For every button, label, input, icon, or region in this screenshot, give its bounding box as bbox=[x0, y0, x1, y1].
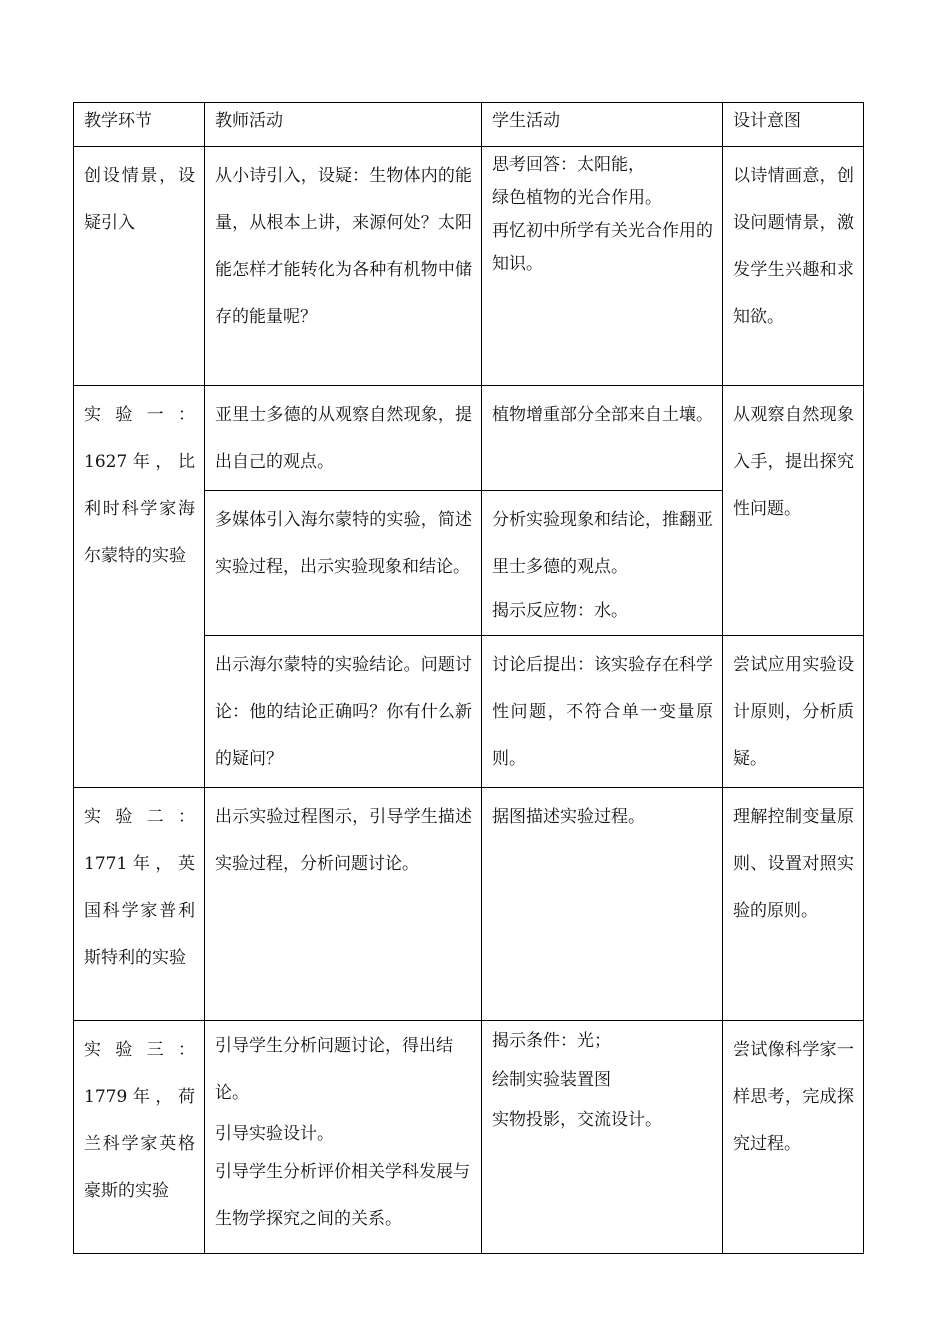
student-line: 再忆初中所学有关光合作用的知识。 bbox=[492, 221, 713, 274]
student-line: 分析实验现象和结论，推翻亚里士多德的观点。 bbox=[492, 510, 713, 577]
header-student-activity: 学生活动 bbox=[482, 103, 723, 147]
teacher-line: 引导学生分析问题讨论，得出结论。 bbox=[215, 1036, 453, 1103]
stage-cell: 创设情景，设疑引入 bbox=[74, 147, 205, 386]
teacher-activity-cell: 亚里士多德的从观察自然现象，提出自己的观点。 bbox=[205, 386, 482, 491]
student-line: 绿色植物的光合作用。 bbox=[492, 188, 662, 208]
design-intent-cell: 尝试像科学家一样思考，完成探究过程。 bbox=[723, 1021, 864, 1254]
student-activity-cell: 植物增重部分全部来自土壤。 bbox=[482, 386, 723, 491]
design-intent-cell: 尝试应用实验设计原则，分析质疑。 bbox=[723, 636, 864, 788]
stage-cell: 实验一：1627年，比利时科学家海尔蒙特的实验 bbox=[74, 386, 205, 788]
table-row bbox=[74, 1021, 864, 1254]
teacher-activity-cell: 出示实验过程图示，引导学生描述实验过程，分析问题讨论。 bbox=[205, 788, 482, 1021]
table-row bbox=[74, 386, 864, 491]
design-intent-cell: 理解控制变量原则、设置对照实验的原则。 bbox=[723, 788, 864, 1021]
student-line: 思考回答：太阳能， bbox=[492, 155, 645, 175]
design-intent-cell: 从观察自然现象入手，提出探究性问题。 bbox=[723, 386, 864, 636]
student-line: 绘制实验装置图 bbox=[492, 1070, 611, 1090]
student-activity-cell: 据图描述实验过程。 bbox=[482, 788, 723, 1021]
teacher-activity-cell: 多媒体引入海尔蒙特的实验，简述实验过程，出示实验现象和结论。 bbox=[205, 491, 482, 636]
teacher-activity-cell: 从小诗引入，设疑：生物体内的能量，从根本上讲，来源何处？太阳能怎样才能转化为各种有机物中储存的能量呢？ bbox=[205, 147, 482, 386]
table-row bbox=[74, 788, 864, 1021]
student-activity-cell bbox=[482, 491, 723, 636]
student-activity-cell bbox=[482, 1021, 723, 1254]
student-line: 揭示条件：光； bbox=[492, 1031, 611, 1051]
student-activity-cell: 讨论后提出：该实验存在科学性问题，不符合单一变量原则。 bbox=[482, 636, 723, 788]
stage-cell: 实验二：1771年，英国科学家普利斯特利的实验 bbox=[74, 788, 205, 1021]
stage-cell: 实验三：1779年，荷兰科学家英格豪斯的实验 bbox=[74, 1021, 205, 1254]
teacher-line: 引导实验设计。 bbox=[215, 1124, 334, 1144]
header-stage: 教学环节 bbox=[74, 103, 205, 147]
teacher-line: 引导学生分析评价相关学科发展与生物学探究之间的关系。 bbox=[215, 1162, 470, 1229]
student-activity-cell bbox=[482, 147, 723, 386]
teacher-activity-cell: 出示海尔蒙特的实验结论。问题讨论：他的结论正确吗？你有什么新的疑问？ bbox=[205, 636, 482, 788]
teacher-activity-cell bbox=[205, 1021, 482, 1254]
lesson-plan-table bbox=[73, 102, 864, 1254]
student-line: 实物投影，交流设计。 bbox=[492, 1110, 662, 1130]
header-design-intent: 设计意图 bbox=[723, 103, 864, 147]
design-intent-cell: 以诗情画意，创设问题情景，激发学生兴趣和求知欲。 bbox=[723, 147, 864, 386]
student-line: 揭示反应物：水。 bbox=[492, 601, 628, 621]
table-header-row bbox=[74, 103, 864, 147]
table-row bbox=[74, 147, 864, 386]
header-teacher-activity: 教师活动 bbox=[205, 103, 482, 147]
